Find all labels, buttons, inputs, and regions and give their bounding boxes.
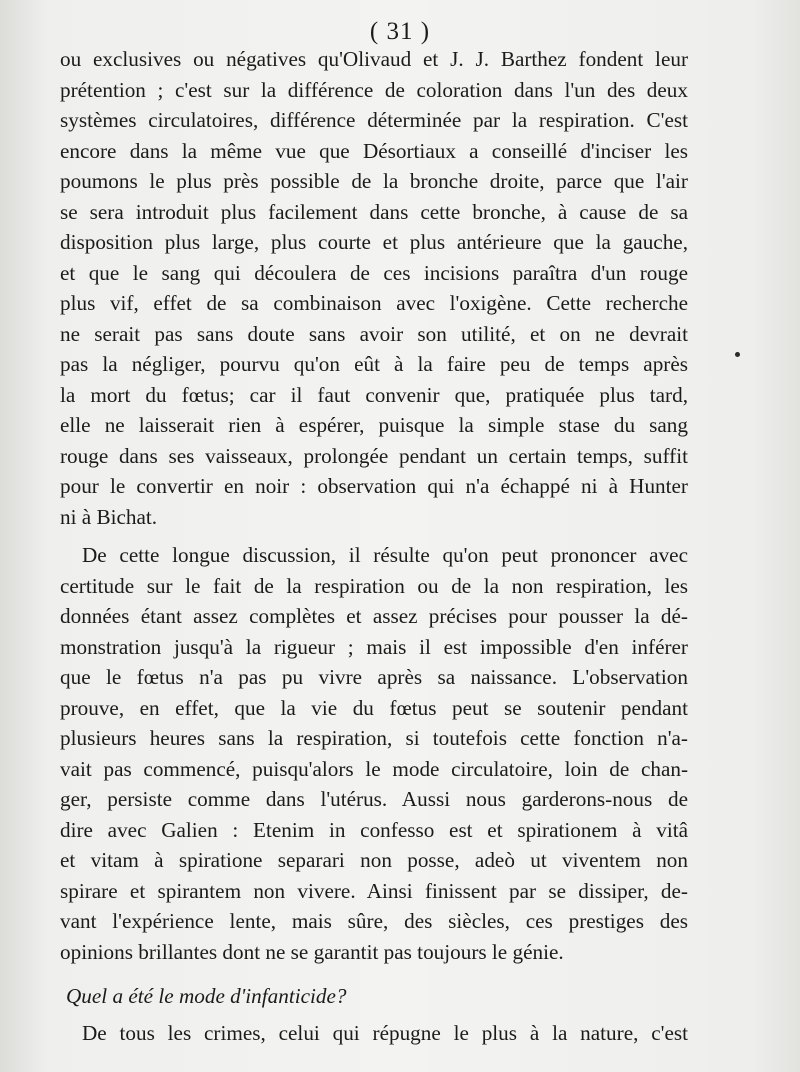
text-line: que le fœtus n'a pas pu vivre après sa naissance. L'observation — [60, 665, 688, 689]
text-line: vant l'expérience lente, mais sûre, des siècles, ces prestiges des — [60, 909, 688, 933]
text-line: certitude sur le fait de la respiration ou de la non respiration, les — [60, 573, 688, 598]
text-line: se sera introduit plus facilement dans cette bronche, à cause de sa — [60, 199, 688, 224]
text-line: et que le sang qui découlera de ces incisions paraîtra d'un rouge — [60, 260, 688, 285]
text-line: ou exclusives ou négatives qu'Olivaud et J. J. Barthez fondent leur — [60, 47, 688, 71]
text-line: ni à Bichat. — [60, 504, 158, 529]
paragraph-gap — [60, 532, 688, 540]
text-line: prouve, en effet, que la vie du fœtus peut se soutenir pendant — [60, 695, 688, 720]
text-line: disposition plus large, plus courte et plus antérieure que la gauche, — [60, 230, 688, 254]
text-line: elle ne laisserait rien à espérer, puisque la simple stase du sang — [60, 413, 688, 437]
text-line: poumons le plus près possible de la bronche droite, parce que l'air — [60, 169, 688, 193]
text-line: rouge dans ses vaisseaux, prolongée pendant un certain temps, suffit — [60, 443, 688, 468]
margin-mark — [735, 352, 740, 357]
text-line: plusieurs heures sans la respiration, si toutefois cette fonction n'a- — [60, 726, 688, 750]
text-line: spirare et spirantem non vivere. Ainsi finissent par se dissiper, de- — [60, 878, 688, 903]
text-line: dire avec Galien : Etenim in confesso est et spirationem à vitâ — [60, 817, 688, 842]
text-line: la mort du fœtus; car il faut convenir que, pratiquée plus tard, — [60, 382, 688, 407]
paragraph — [60, 540, 688, 967]
text-line: données étant assez complètes et assez précises pour pousser la dé- — [60, 604, 688, 628]
paragraph — [60, 44, 688, 532]
text-line: pour le convertir en noir : observation qui n'a échappé ni à Hunter — [60, 474, 688, 498]
text-line: monstration jusqu'à la rigueur ; mais il est impossible d'en inférer — [60, 634, 688, 659]
heading-spacer — [60, 967, 688, 981]
text-line: ne serait pas sans doute sans avoir son utilité, et on ne devrait — [60, 321, 688, 346]
text-line: et vitam à spiratione separari non posse, adeò ut viventem non — [60, 848, 688, 872]
text-line: systèmes circulatoires, différence déterminée par la respiration. C'est — [60, 108, 688, 132]
text-line: vait pas commencé, puisqu'alors le mode circulatoire, loin de chan- — [60, 756, 688, 781]
text-line: opinions brillantes dont ne se garantit pas toujours le génie. — [60, 939, 564, 964]
text-line: encore dans la même vue que Désortiaux a conseillé d'inciser les — [60, 138, 688, 163]
text-line: pas la négliger, pourvu qu'on eût à la faire peu de temps après — [60, 352, 688, 376]
paragraphs — [60, 44, 688, 967]
section-heading: Quel a été le mode d'infanticide? — [66, 984, 347, 1008]
body-text — [60, 44, 688, 1048]
final-line: De tous les crimes, celui qui répugne le plus à la nature, c'est — [82, 1020, 688, 1045]
page-number: ( 31 ) — [369, 18, 431, 45]
text-line: plus vif, effet de sa combinaison avec l'oxigène. Cette recherche — [60, 291, 688, 315]
text-line: De cette longue discussion, il résulte qu'on peut prononcer avec — [82, 543, 688, 567]
text-line: ger, persiste comme dans l'utérus. Aussi nous garderons-nous de — [60, 787, 688, 811]
text-line: prétention ; c'est sur la différence de coloration dans l'un des deux — [60, 77, 688, 102]
